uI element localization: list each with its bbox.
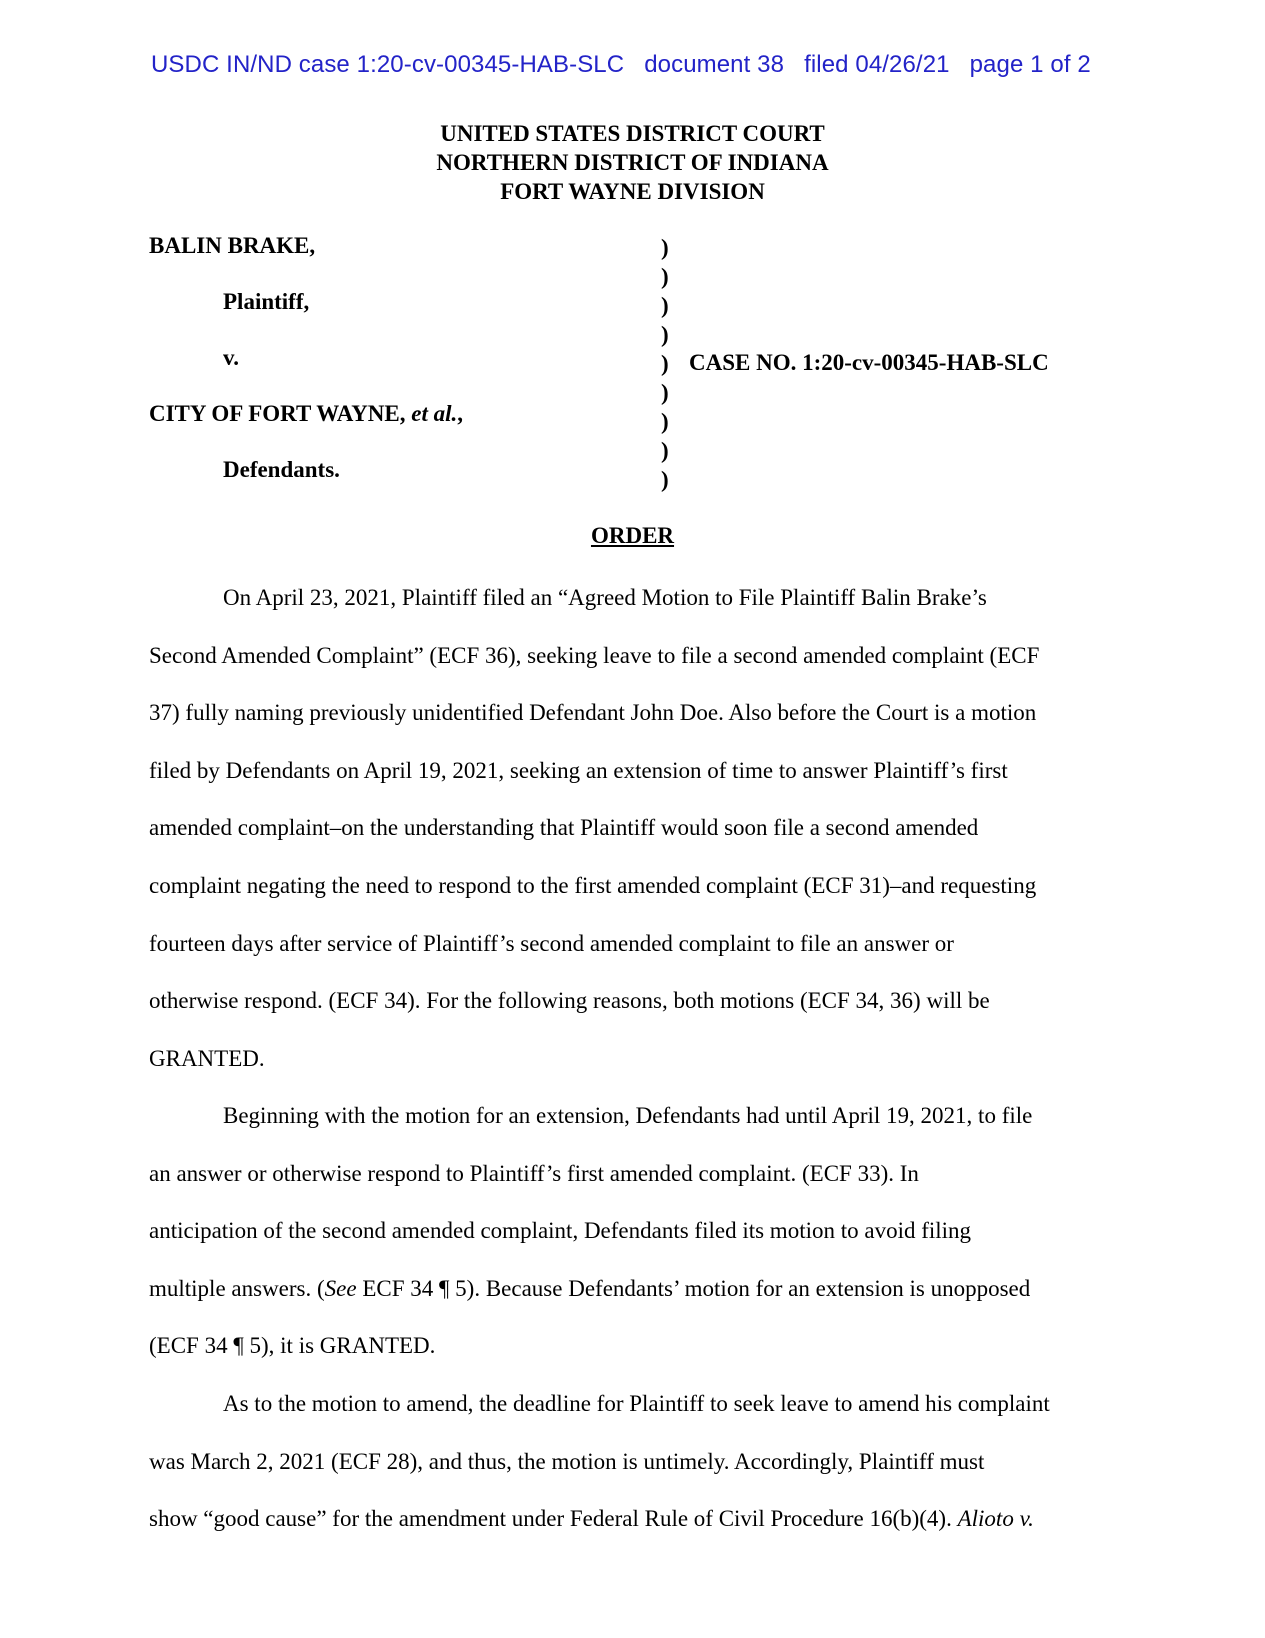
paragraph-text: ECF 34 ¶ 5). Because Defendants’ motion for an extension is unopposed: [356, 1275, 1031, 1301]
case-number: CASE NO. 1:20-cv-00345-HAB-SLC: [689, 350, 1049, 375]
docket-document-number: document 38: [644, 51, 785, 78]
defendant-name-text: CITY OF FORT WAYNE,: [149, 401, 406, 426]
defendant-label: Defendants.: [223, 457, 340, 482]
plaintiff-label: Plaintiff,: [223, 289, 310, 314]
paragraph-line: an answer or otherwise respond to Plaintiff’s first amended complaint. (ECF 33). In: [149, 1160, 919, 1186]
paragraph-line: was March 2, 2021 (ECF 28), and thus, the motion is untimely. Accordingly, Plaintiff must: [149, 1448, 985, 1474]
court-district: NORTHERN DISTRICT OF INDIANA: [436, 150, 829, 175]
docket-filed-date: filed 04/26/21: [804, 51, 950, 78]
caption-paren: ): [661, 322, 669, 347]
paragraph-line: [149, 1260, 1114, 1318]
caption-paren: ): [661, 467, 669, 492]
defendant-name: [149, 401, 463, 427]
caption-paren: ): [661, 264, 669, 289]
paragraph-text: multiple answers. (: [149, 1275, 325, 1301]
caption-paren: ): [661, 293, 669, 318]
defendant-et-al: et al.: [411, 401, 458, 426]
paragraph-line: amended complaint–on the understanding that Plaintiff would soon file a second amended: [149, 815, 979, 841]
paragraph-line: Beginning with the motion for an extension, Defendants had until April 19, 2021, to file: [223, 1103, 1033, 1128]
caption-paren: ): [661, 438, 669, 463]
caption-paren: ): [661, 409, 669, 434]
caption-paren: ): [661, 380, 669, 405]
paragraph-line: otherwise respond. (ECF 34). For the following reasons, both motions (ECF 34, 36) will be: [149, 988, 990, 1014]
paragraph-3: [149, 1375, 1114, 1548]
paragraph-line: [149, 1490, 1114, 1548]
order-title: ORDER: [590, 523, 675, 548]
docket-header-stamp: [151, 51, 1091, 79]
defendant-comma: ,: [457, 401, 464, 426]
case-citation-name: Alioto v.: [957, 1506, 1034, 1532]
plaintiff-name: BALIN BRAKE,: [149, 233, 316, 258]
caption-parenthesis-column: [661, 233, 669, 494]
paragraph-line: Second Amended Complaint” (ECF 36), seeking leave to file a second amended complaint (ECF: [149, 642, 1040, 668]
paragraph-line: On April 23, 2021, Plaintiff filed an “Agreed Motion to File Plaintiff Balin Brake’s: [223, 585, 987, 610]
paragraph-line: fourteen days after service of Plaintiff’s second amended complaint to file an answer or: [149, 930, 954, 956]
paragraph-line: (ECF 34 ¶ 5), it is GRANTED.: [149, 1333, 436, 1359]
docket-case-number: USDC IN/ND case 1:20-cv-00345-HAB-SLC: [151, 51, 625, 78]
paragraph-line: As to the motion to amend, the deadline for Plaintiff to seek leave to amend his complaint: [223, 1391, 1050, 1416]
paragraph-line: anticipation of the second amended complaint, Defendants filed its motion to avoid filing: [149, 1218, 972, 1244]
paragraph-1: [149, 569, 1114, 1087]
court-division: FORT WAYNE DIVISION: [500, 179, 765, 204]
caption-paren: ): [661, 235, 669, 260]
paragraph-line: complaint negating the need to respond to the first amended complaint (ECF 31)–and requesting: [149, 872, 1037, 898]
citation-signal-see: See: [324, 1275, 357, 1301]
docket-page-number: page 1 of 2: [969, 51, 1091, 78]
paragraph-line: filed by Defendants on April 19, 2021, seeking an extension of time to answer Plaintiff’s first: [149, 757, 1008, 783]
paragraph-line: 37) fully naming previously unidentified Defendant John Doe. Also before the Court is a motion: [149, 700, 1037, 726]
court-name: UNITED STATES DISTRICT COURT: [440, 121, 825, 146]
court-heading: [0, 119, 1265, 206]
paragraph-text: show “good cause” for the amendment under Federal Rule of Civil Procedure 16(b)(4).: [149, 1506, 958, 1532]
caption-paren: ): [661, 351, 669, 376]
versus-label: v.: [223, 345, 239, 370]
paragraph-line: GRANTED.: [149, 1045, 265, 1071]
paragraph-2: [149, 1087, 1114, 1375]
